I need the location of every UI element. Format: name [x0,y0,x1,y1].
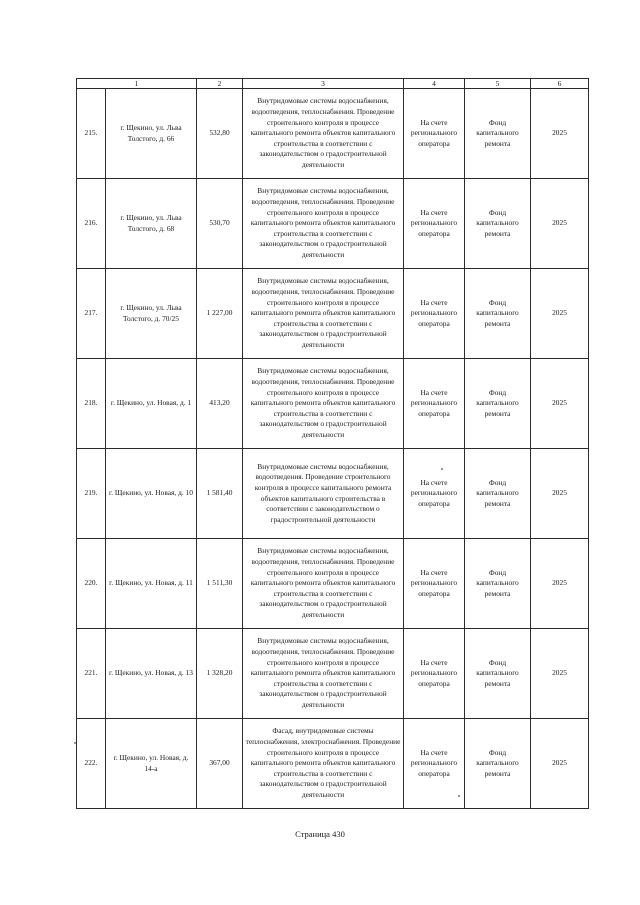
scan-speck [74,742,76,744]
year-cell: 2025 [531,359,589,449]
scan-speck [441,468,443,470]
table-row [77,719,589,809]
work-type-cell: Внутридомовые системы водоснабжения, водоотведения, теплоснабжения. Проведение строительного контроля в процессе капитального ремонта объектов капитального строительства в соответствии с законодательством о градостроительной деятельности [243,269,404,359]
area-cell: 530,70 [197,179,243,269]
funding-source-cell: Фонд капитального ремонта [465,359,531,449]
funding-source-cell: Фонд капитального ремонта [465,449,531,539]
year-cell: 2025 [531,89,589,179]
account-cell: На счете регионального оператора [404,179,465,269]
area-cell: 1 581,40 [197,449,243,539]
row-number: 218. [77,359,106,449]
year-cell: 2025 [531,179,589,269]
row-number: 220. [77,539,106,629]
area-cell: 1 227,00 [197,269,243,359]
table-row [77,89,589,179]
year-cell: 2025 [531,539,589,629]
funding-source-cell: Фонд капитального ремонта [465,179,531,269]
account-cell: На счете регионального оператора [404,449,465,539]
row-number: 221. [77,629,106,719]
table-row [77,449,589,539]
year-cell: 2025 [531,269,589,359]
address-cell: г. Щекино, ул. Новая, д. 11 [106,539,197,629]
address-cell: г. Щекино, ул. Льва Толстого, д. 68 [106,179,197,269]
funding-source-cell: Фонд капитального ремонта [465,719,531,809]
address-cell: г. Щекино, ул. Новая, д. 13 [106,629,197,719]
area-cell: 532,80 [197,89,243,179]
account-cell: На счете регионального оператора [404,89,465,179]
column-header-5: 5 [465,79,531,89]
account-cell: На счете регионального оператора [404,269,465,359]
column-header-3: 3 [243,79,404,89]
funding-source-cell: Фонд капитального ремонта [465,269,531,359]
address-cell: г. Щекино, ул. Новая, д. 1 [106,359,197,449]
address-cell: г. Щекино, ул. Льва Толстого, д. 66 [106,89,197,179]
address-cell: г. Щекино, ул. Новая, д. 10 [106,449,197,539]
row-number: 216. [77,179,106,269]
column-header-2: 2 [197,79,243,89]
work-type-cell: Внутридомовые системы водоснабжения, водоотведения, теплоснабжения. Проведение строительного контроля в процессе капитального ремонта объектов капитального строительства в соответствии с законодательством о градостроительной деятельности [243,629,404,719]
funding-source-cell: Фонд капитального ремонта [465,89,531,179]
work-type-cell: Внутридомовые системы водоснабжения, водоотведения, теплоснабжения. Проведение строительного контроля в процессе капитального ремонта объектов капитального строительства в соответствии с законодательством о градостроительной деятельности [243,539,404,629]
work-type-cell: Внутридомовые системы водоснабжения, водоотведения. Проведение строительного контроля в процессе капитального ремонта объектов капитального строительства в соответствии с законодательством о градостроительной деятельности [243,449,404,539]
funding-source-cell: Фонд капитального ремонта [465,629,531,719]
table-row [77,269,589,359]
area-cell: 367,00 [197,719,243,809]
column-header-6: 6 [531,79,589,89]
funding-source-cell: Фонд капитального ремонта [465,539,531,629]
work-type-cell: Фасад, внутридомовые системы теплоснабжения, электроснабжения. Проведение строительного контроля в процессе капитального ремонта объектов капитального строительства в соответствии с законодательством о градостроительной деятельности [243,719,404,809]
row-number: 215. [77,89,106,179]
account-cell: На счете регионального оператора [404,359,465,449]
page-number: Страница 430 [295,829,345,839]
row-number: 219. [77,449,106,539]
column-header-4: 4 [404,79,465,89]
column-number-row [77,79,589,89]
work-type-cell: Внутридомовые системы водоснабжения, водоотведения, теплоснабжения. Проведение строительного контроля в процессе капитального ремонта объектов капитального строительства в соответствии с законодательством о градостроительной деятельности [243,359,404,449]
year-cell: 2025 [531,449,589,539]
area-cell: 1 328,20 [197,629,243,719]
column-header-1: 1 [77,79,197,89]
account-cell: На счете регионального оператора [404,719,465,809]
scan-speck [458,795,460,797]
address-cell: г. Щекино, ул. Новая, д. 14-а [106,719,197,809]
table-row [77,539,589,629]
table-row [77,629,589,719]
repair-register-table [76,78,589,809]
work-type-cell: Внутридомовые системы водоснабжения, водоотведения, теплоснабжения. Проведение строительного контроля в процессе капитального ремонта объектов капитального строительства в соответствии с законодательством о градостроительной деятельности [243,89,404,179]
address-cell: г. Щекино, ул. Льва Толстого, д. 70/25 [106,269,197,359]
area-cell: 413,20 [197,359,243,449]
row-number: 217. [77,269,106,359]
row-number: 222. [77,719,106,809]
table-row [77,359,589,449]
area-cell: 1 511,30 [197,539,243,629]
table-row [77,179,589,269]
work-type-cell: Внутридомовые системы водоснабжения, водоотведения, теплоснабжения. Проведение строительного контроля в процессе капитального ремонта объектов капитального строительства в соответствии с законодательством о градостроительной деятельности [243,179,404,269]
year-cell: 2025 [531,629,589,719]
year-cell: 2025 [531,719,589,809]
account-cell: На счете регионального оператора [404,539,465,629]
account-cell: На счете регионального оператора [404,629,465,719]
